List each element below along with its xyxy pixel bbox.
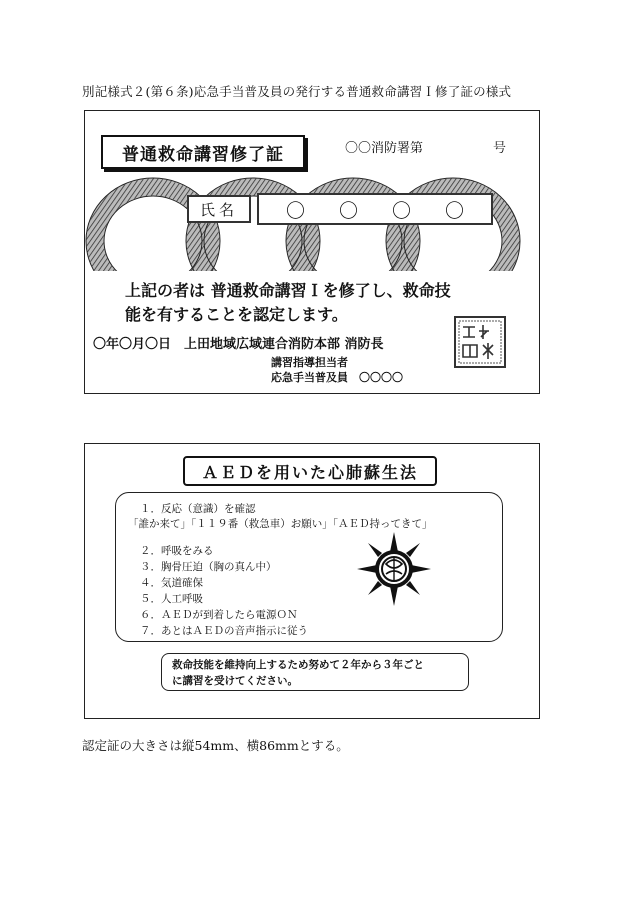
renewal-note bbox=[161, 653, 469, 691]
step-item: １．反応（意識）を確認 bbox=[140, 503, 256, 515]
certification-line-1: 上記の者は 普通救命講習Ｉを修了し、救命技 bbox=[125, 281, 451, 300]
chain-graphic bbox=[85, 171, 540, 291]
certification-line-2: 能を有することを認定します。 bbox=[125, 305, 348, 324]
name-char: 〇 bbox=[444, 199, 464, 222]
name-label: 氏名 bbox=[187, 195, 251, 223]
instructor-role: 応急手当普及員 〇〇〇〇 bbox=[271, 371, 403, 384]
name-char: 〇 bbox=[285, 199, 305, 222]
number-suffix: 号 bbox=[493, 141, 507, 156]
size-footnote: 認定証の大きさは縦54mm、横86mmとする。 bbox=[82, 738, 349, 753]
step-item: ７．あとはＡＥＤの音声指示に従う bbox=[140, 625, 308, 637]
form-caption: 別記様式２(第６条)応急手当普及員の発行する普通救命講習Ｉ修了証の様式 bbox=[82, 84, 512, 99]
step-item: ４．気道確保 bbox=[140, 577, 203, 589]
step-item: ６．ＡＥＤが到着したら電源ＯＮ bbox=[140, 609, 298, 621]
certificate-card bbox=[84, 110, 540, 394]
instructor-block bbox=[271, 355, 403, 385]
official-seal-icon bbox=[453, 315, 507, 369]
renewal-note-line-1: 救命技能を維持向上するため努めて２年から３年ごと bbox=[172, 659, 424, 671]
steps-box bbox=[115, 492, 503, 642]
fire-station-label: 〇〇消防署第 bbox=[345, 141, 424, 156]
fire-department-emblem-icon bbox=[355, 530, 433, 608]
certification-text bbox=[125, 279, 505, 327]
name-char: 〇 bbox=[338, 199, 358, 222]
instructor-title: 講習指導担当者 bbox=[271, 356, 348, 369]
aed-card-title: ＡＥＤを用いた心肺蘇生法 bbox=[183, 456, 437, 486]
renewal-note-line-2: に講習を受けてください。 bbox=[172, 675, 298, 687]
step-item: ３．胸骨圧迫（胸の真ん中） bbox=[140, 561, 277, 573]
certificate-title: 普通救命講習修了証 bbox=[101, 135, 305, 169]
name-value bbox=[257, 193, 493, 225]
step-item: ２．呼吸をみる bbox=[140, 545, 214, 557]
step-item: 「誰か来て」「１１９番（救急車）お願い」「ＡＥＤ持ってきて」 bbox=[128, 518, 433, 530]
aed-card bbox=[84, 443, 540, 719]
date-issuer: 〇年〇月〇日 上田地域広域連合消防本部 消防長 bbox=[93, 337, 384, 352]
name-char: 〇 bbox=[391, 199, 411, 222]
step-item: ５．人工呼吸 bbox=[140, 593, 203, 605]
